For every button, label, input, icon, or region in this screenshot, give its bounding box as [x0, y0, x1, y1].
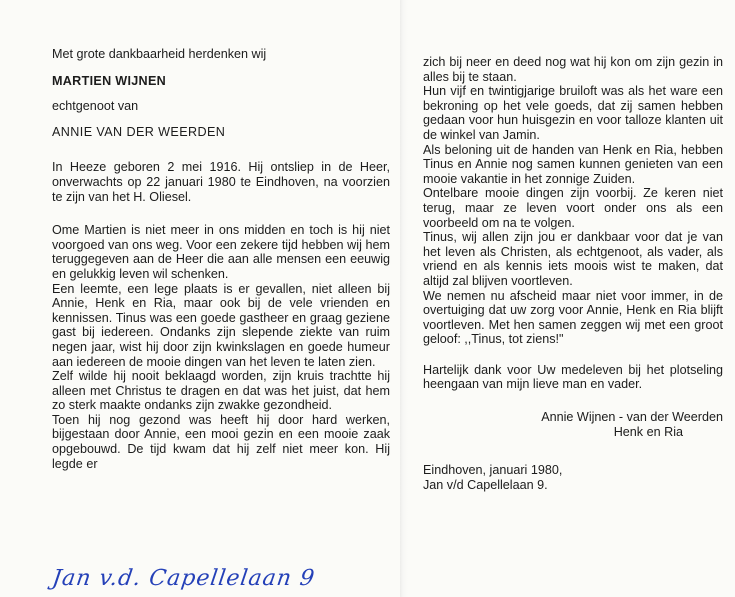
continuation-paragraph: zich bij neer en deed nog wat hij kon om zijn gezin in alles bij te staan. — [423, 55, 723, 84]
spouse-label: echtgenoot van — [52, 99, 139, 114]
signature-children: Henk en Ria — [613, 424, 683, 439]
signature-widow: Annie Wijnen - van der Weerden — [541, 410, 723, 425]
memorial-paragraph-1: Ome Martien is niet meer in ons midden en toch is hij niet voorgoed van ons weg. Voor een zekere tijd hebben wij hem teruggegeven aan de Heer die aan alle mensen een eeuwig en gelukkig leven wil schenken. — [52, 223, 390, 281]
left-column — [52, 0, 390, 471]
deceased-name: MARTIEN WIJNEN — [52, 73, 167, 88]
card-fold — [400, 0, 408, 597]
farewell-paragraph: We nemen nu afscheid maar niet voor immer, in de overtuiging dat uw zorg voor Annie, Henk en Ria blijft voortleven. Met hen samen zeggen wij met een groot geloof: ,,Tinus, tot ziens!" — [423, 288, 723, 347]
memorial-paragraph-2: Een leemte, een lege plaats is er gevallen, niet alleen bij Annie, Henk en Ria, maar ook bij de vele vrienden en kennissen. Tinus was een goede gastheer en graag geziene gast bij iedereen. Ondanks zijn slepende ziekte van ruim negen jaar, wist hij door zijn kwinkslagen en goede humeur aan iedereen de mooie dingen van het leven te laten zien. — [52, 281, 390, 369]
memorial-paragraph-3: Zelf wilde hij nooit beklaagd worden, zijn kruis trachtte hij alleen met Christus te dragen en dat was het juist, dat hem zo sterk maakte ondanks zijn zwakke gezondheid. — [52, 369, 390, 413]
right-column — [423, 0, 723, 492]
spouse-name: ANNIE VAN DER WEERDEN — [52, 124, 226, 139]
thanks-paragraph: Hartelijk dank voor Uw medeleven bij het plotseling heengaan van mijn lieve man en vader. — [423, 362, 723, 392]
handwritten-address: Jan v.d. Capellelaan 9 — [50, 566, 317, 591]
anniversary-paragraph: Hun vijf en twintigjarige bruiloft was als het ware een bekroning op het vele goeds, dat zij samen hebben gedaan voor hun huisgezin en voor talloze klanten uit de winkel van Jamin. — [423, 84, 723, 142]
intro-line: Met grote dankbaarheid herdenken wij — [52, 47, 267, 61]
memories-paragraph: Ontelbare mooie dingen zijn voorbij. Ze keren niet terug, maar ze leven voort onder ons als een voorbeeld om na te volgen. — [423, 186, 723, 230]
gratitude-paragraph: Tinus, wij allen zijn jou er dankbaar voor dat je van het leven als Christen, als echtgenoot, als vader, als vriend en als kennis iets moois wist te maken, dat altijd zal blijven voortleven. — [423, 230, 723, 288]
place-date: Eindhoven, januari 1980, — [423, 463, 563, 478]
memorial-paragraph-4: Toen hij nog gezond was heeft hij door hard werken, bijgestaan door Annie, een mooi gezin en een mooie zaak opgebouwd. De tijd kwam dat hij zelf niet meer kon. Hij legde er — [52, 412, 390, 471]
vacation-paragraph: Als beloning uit de handen van Henk en Ria, hebben Tinus en Annie nog samen kunnen genieten van een mooie vakantie in het zonnige Zuiden. — [423, 142, 723, 186]
address-line: Jan v/d Capellelaan 9. — [423, 477, 548, 492]
birth-death-paragraph: In Heeze geboren 2 mei 1916. Hij ontsliep in de Heer, onverwachts op 22 januari 1980 te Eindhoven, na voorzien te zijn van het H. Oliesel. — [52, 160, 390, 204]
